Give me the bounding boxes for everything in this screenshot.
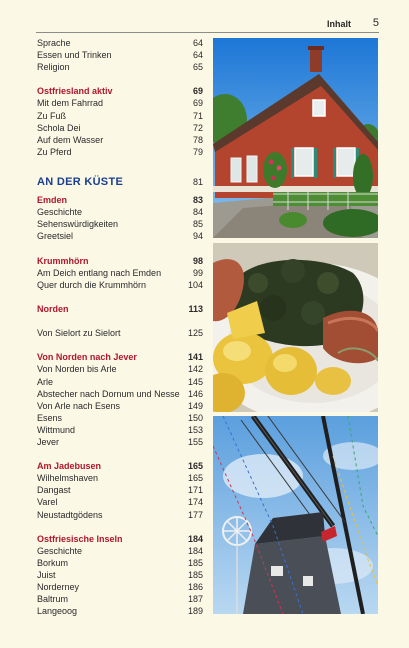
toc-entry-page: 171 — [187, 485, 203, 496]
toc-entry-label: Zu Fuß — [37, 110, 67, 121]
toc-entry-page: 71 — [192, 110, 203, 121]
toc-entry[interactable] — [37, 327, 203, 339]
toc-section-heading[interactable] — [37, 194, 203, 206]
toc-entry[interactable] — [37, 267, 203, 279]
toc-entry[interactable] — [37, 484, 203, 496]
toc-entry-label: Ostfriesische Inseln — [37, 533, 123, 544]
toc-entry-page: 69 — [192, 98, 203, 109]
toc-entry-page: 113 — [188, 303, 203, 314]
toc-entry[interactable] — [37, 509, 203, 521]
toc-section-heading[interactable] — [37, 533, 203, 545]
toc-entry-label: Norderney — [37, 582, 80, 593]
toc-entry[interactable] — [37, 279, 203, 291]
toc-entry-page: 99 — [192, 267, 203, 278]
toc-entry[interactable] — [37, 412, 203, 424]
red-brick-house-photo — [213, 38, 378, 238]
toc-entry-page: 79 — [192, 146, 203, 157]
toc-entry-page: 149 — [187, 400, 203, 411]
page-header — [36, 18, 379, 33]
toc-entry-label: Abstecher nach Dornum und Nesse — [37, 388, 180, 399]
toc-entry-label: Am Jadebusen — [37, 461, 102, 472]
toc-entry-label: Wittmund — [37, 424, 76, 435]
toc-entry-label: Schola Dei — [37, 122, 81, 133]
toc-entry-label: Sprache — [37, 38, 71, 48]
toc-entry[interactable] — [37, 146, 203, 158]
toc-entry[interactable] — [37, 37, 203, 49]
toc-entry-page: 187 — [187, 594, 203, 605]
toc-entry-page: 185 — [187, 570, 203, 581]
toc-entry-label: Norden — [37, 303, 69, 314]
toc-entry[interactable] — [37, 206, 203, 218]
toc-entry-page: 155 — [187, 437, 203, 447]
toc-entry[interactable] — [37, 388, 203, 400]
toc-entry[interactable] — [37, 218, 203, 230]
toc-entry-page: 146 — [187, 388, 203, 399]
toc-entry[interactable] — [37, 97, 203, 109]
toc-entry[interactable] — [37, 49, 203, 61]
toc-section-heading[interactable] — [37, 351, 203, 363]
toc-entry-label: Dangast — [37, 485, 71, 496]
toc-entry-label: Esens — [37, 412, 63, 423]
toc-chapter-heading[interactable] — [37, 176, 203, 188]
toc-entry-label: Von Norden bis Arle — [37, 364, 117, 375]
toc-entry-label: Geschichte — [37, 545, 83, 556]
toc-entry-label: Wilhelmshaven — [37, 473, 99, 484]
toc-entry-page: 78 — [192, 134, 203, 145]
table-of-contents — [37, 37, 203, 617]
toc-entry-label: Juist — [37, 570, 56, 581]
toc-entry-page: 150 — [187, 412, 203, 423]
toc-chapter-label: AN DER KÜSTE — [37, 176, 124, 189]
toc-entry-label: Mit dem Fahrrad — [37, 98, 104, 109]
toc-entry-label: Jever — [37, 437, 60, 447]
toc-entry[interactable] — [37, 363, 203, 375]
toc-entry-page: 141 — [187, 352, 203, 363]
toc-entry[interactable] — [37, 545, 203, 557]
toc-entry-page: 186 — [187, 582, 203, 593]
toc-entry-page: 104 — [187, 279, 203, 290]
toc-entry[interactable] — [37, 581, 203, 593]
toc-entry-page: 72 — [192, 122, 203, 133]
toc-entry-page: 153 — [187, 424, 203, 435]
toc-entry-label: Auf dem Wasser — [37, 134, 104, 145]
kale-sausage-potatoes-photo — [213, 243, 378, 412]
toc-entry-page: 184 — [187, 545, 203, 556]
toc-entry[interactable] — [37, 376, 203, 388]
toc-entry-page: 142 — [187, 364, 203, 375]
toc-entry-page: 125 — [187, 328, 203, 339]
windmill-photo — [213, 416, 378, 614]
toc-entry-label: Religion — [37, 62, 70, 73]
toc-entry-page: 81 — [192, 177, 203, 188]
toc-entry-page: 184 — [187, 533, 203, 544]
toc-entry-page: 85 — [192, 219, 203, 230]
toc-entry-page: 83 — [192, 195, 203, 206]
toc-entry[interactable] — [37, 122, 203, 134]
toc-entry-label: Zu Pferd — [37, 146, 72, 157]
toc-entry[interactable] — [37, 424, 203, 436]
toc-entry-label: Am Deich entlang nach Emden — [37, 267, 162, 278]
toc-entry-page: 84 — [192, 207, 203, 218]
toc-entry-page: 94 — [192, 231, 203, 242]
toc-entry[interactable] — [37, 400, 203, 412]
toc-entry-page: 65 — [192, 62, 203, 73]
toc-section-heading[interactable] — [37, 460, 203, 472]
toc-entry-page: 189 — [187, 606, 203, 617]
toc-section-heading[interactable] — [37, 255, 203, 267]
toc-entry[interactable] — [37, 605, 203, 617]
header-title: Inhalt — [327, 19, 351, 29]
toc-entry-label: Greetsiel — [37, 231, 74, 242]
toc-entry-label: Geschichte — [37, 207, 83, 218]
toc-entry-label: Krummhörn — [37, 255, 89, 266]
toc-entry-page: 145 — [187, 376, 203, 387]
toc-entry-page: 64 — [192, 38, 203, 48]
toc-entry-page: 185 — [187, 557, 203, 568]
toc-section-heading[interactable] — [37, 85, 203, 97]
toc-entry[interactable] — [37, 230, 203, 242]
toc-entry[interactable] — [37, 593, 203, 605]
toc-entry-label: Baltrum — [37, 594, 69, 605]
toc-entry-label: Neustadtgödens — [37, 509, 103, 520]
toc-entry-label: Langeoog — [37, 606, 78, 617]
toc-entry-page: 165 — [187, 473, 203, 484]
toc-entry-page: 64 — [192, 50, 203, 61]
toc-entry[interactable] — [37, 110, 203, 122]
toc-entry-label: Sehenswürdigkeiten — [37, 219, 119, 230]
toc-entry-label: Quer durch die Krummhörn — [37, 279, 147, 290]
toc-entry-label: Von Sielort zu Sielort — [37, 328, 121, 339]
toc-entry[interactable] — [37, 134, 203, 146]
toc-entry[interactable] — [37, 472, 203, 484]
toc-entry-label: Von Arle nach Esens — [37, 400, 121, 411]
toc-section-heading[interactable] — [37, 303, 203, 315]
toc-entry-page: 174 — [187, 497, 203, 508]
toc-entry-page: 98 — [192, 255, 203, 266]
toc-entry-label: Ostfriesland aktiv — [37, 86, 113, 97]
toc-entry[interactable] — [37, 569, 203, 581]
toc-entry-label: Emden — [37, 195, 68, 206]
toc-entry-label: Arle — [37, 376, 54, 387]
toc-entry[interactable] — [37, 496, 203, 508]
toc-entry-label: Von Norden nach Jever — [37, 352, 137, 363]
toc-entry-page: 177 — [187, 509, 203, 520]
toc-entry-label: Varel — [37, 497, 58, 508]
toc-entry[interactable] — [37, 436, 203, 448]
toc-entry-page: 69 — [192, 86, 203, 97]
toc-entry-label: Essen und Trinken — [37, 50, 112, 61]
header-page-number: 5 — [372, 17, 379, 29]
toc-entry[interactable] — [37, 61, 203, 73]
toc-entry-page: 165 — [187, 461, 203, 472]
toc-entry[interactable] — [37, 557, 203, 569]
toc-entry-label: Borkum — [37, 557, 69, 568]
